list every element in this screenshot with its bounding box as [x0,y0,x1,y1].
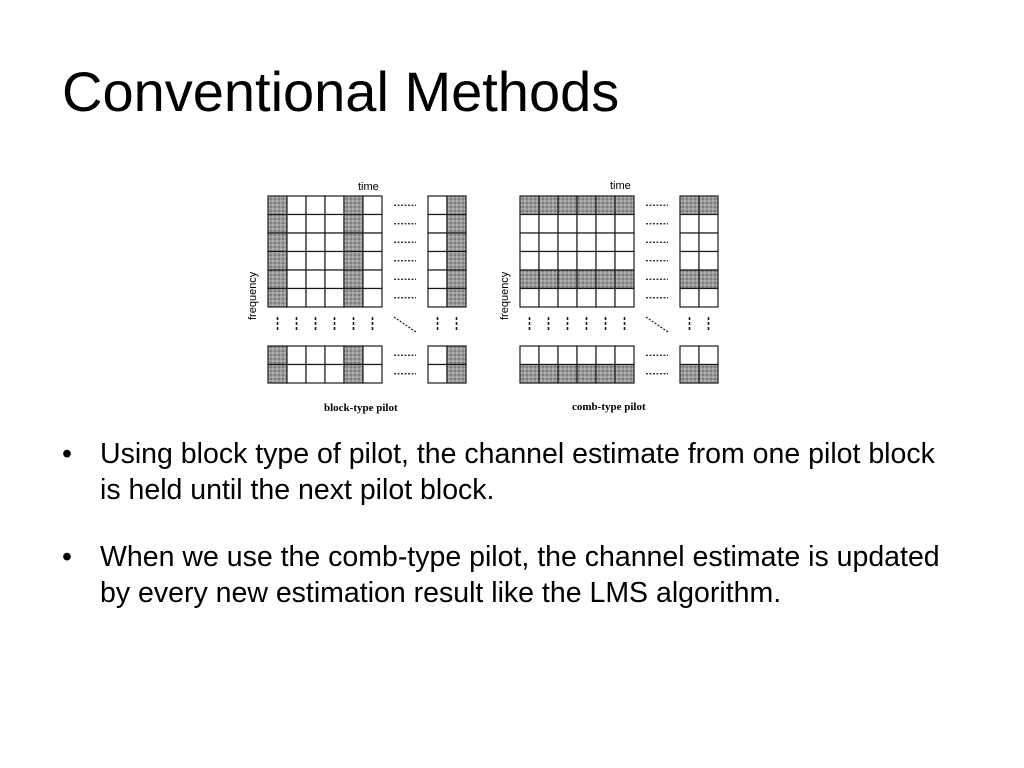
grid-cell [539,365,558,384]
right-bottom-grid [520,346,634,383]
grid-cell [520,289,539,308]
pilot-diagram-figure [240,170,730,420]
grid-cell [539,270,558,289]
grid-cell [539,289,558,308]
grid-cell [558,196,577,215]
grid-cell [344,252,363,271]
left-side-grid [428,196,466,307]
grid-cell [268,289,287,308]
grid-cell [428,196,447,215]
right-side-grid [680,196,718,307]
grid-cell [577,196,596,215]
grid-cell [344,346,363,365]
bullet-item [62,539,962,611]
bullet-marker: • [62,438,72,470]
grid-cell [344,289,363,308]
left-caption: block-type pilot [324,402,398,414]
grid-cell [699,346,718,365]
grid-cell [428,233,447,252]
grid-cell [558,289,577,308]
grid-cell [344,365,363,384]
grid-cell [577,365,596,384]
grid-cell [596,252,615,271]
comb-type-diagram [499,180,718,413]
grid-cell [520,346,539,365]
grid-cell [680,233,699,252]
left-frequency-label: frequency [247,271,259,320]
grid-cell [344,270,363,289]
grid-cell [306,270,325,289]
grid-cell [558,346,577,365]
grid-cell [680,289,699,308]
grid-cell [539,252,558,271]
grid-cell [558,270,577,289]
right-bottom-side-grid [680,346,718,383]
grid-cell [363,289,382,308]
grid-cell [287,233,306,252]
grid-cell [539,196,558,215]
grid-cell [577,270,596,289]
grid-cell [615,365,634,384]
grid-cell [287,365,306,384]
grid-cell [699,270,718,289]
grid-cell [325,289,344,308]
diagonal-continuation-mark [646,317,668,332]
grid-cell [344,196,363,215]
grid-cell [520,365,539,384]
grid-cell [428,215,447,234]
grid-cell [344,215,363,234]
bullet-list [62,436,962,642]
grid-cell [428,346,447,365]
block-type-diagram [247,181,466,414]
grid-cell [428,365,447,384]
grid-cell [325,196,344,215]
grid-cell [268,252,287,271]
grid-cell [268,365,287,384]
grid-cell [699,252,718,271]
grid-cell [268,233,287,252]
grid-cell [268,346,287,365]
bullet-text: Using block type of pilot, the channel estimate from one pilot block is held until the next pilot block. [100,438,935,506]
grid-cell [615,215,634,234]
grid-cell [699,196,718,215]
grid-cell [558,215,577,234]
right-caption: comb-type pilot [572,401,646,413]
grid-cell [577,252,596,271]
grid-cell [596,196,615,215]
grid-cell [306,196,325,215]
grid-cell [680,215,699,234]
grid-cell [287,346,306,365]
grid-cell [520,233,539,252]
bullet-item [62,436,962,508]
grid-cell [325,270,344,289]
grid-cell [520,270,539,289]
grid-cell [577,346,596,365]
grid-cell [680,365,699,384]
grid-cell [363,196,382,215]
grid-cell [447,270,466,289]
grid-cell [325,365,344,384]
grid-cell [596,365,615,384]
grid-cell [306,346,325,365]
grid-cell [363,346,382,365]
grid-cell [363,270,382,289]
right-frequency-label: frequency [499,271,511,320]
grid-cell [615,270,634,289]
grid-cell [615,252,634,271]
grid-cell [428,289,447,308]
grid-cell [306,233,325,252]
grid-cell [558,252,577,271]
grid-cell [287,215,306,234]
grid-cell [615,233,634,252]
grid-cell [596,289,615,308]
right-main-grid [520,196,634,307]
left-bottom-side-grid [428,346,466,383]
grid-cell [520,215,539,234]
grid-cell [558,365,577,384]
grid-cell [428,270,447,289]
grid-cell [615,346,634,365]
grid-cell [363,233,382,252]
grid-cell [596,346,615,365]
grid-cell [699,233,718,252]
grid-cell [325,215,344,234]
bullet-text: When we use the comb-type pilot, the channel estimate is updated by every new estimation result like the LMS algorithm. [100,541,940,609]
grid-cell [447,215,466,234]
grid-cell [363,215,382,234]
grid-cell [615,196,634,215]
grid-cell [699,215,718,234]
grid-cell [699,289,718,308]
grid-cell [447,252,466,271]
grid-cell [287,252,306,271]
diagonal-continuation-mark [394,317,416,332]
grid-cell [680,252,699,271]
grid-cell [325,252,344,271]
grid-cell [680,346,699,365]
grid-cell [447,196,466,215]
grid-cell [539,233,558,252]
grid-cell [699,365,718,384]
grid-cell [287,270,306,289]
grid-cell [447,289,466,308]
grid-cell [558,233,577,252]
grid-cell [577,233,596,252]
grid-cell [306,289,325,308]
grid-cell [447,233,466,252]
grid-cell [325,233,344,252]
grid-cell [287,196,306,215]
grid-cell [306,252,325,271]
grid-cell [447,365,466,384]
grid-cell [344,233,363,252]
grid-cell [596,270,615,289]
pilot-diagram-svg [240,170,730,420]
grid-cell [577,289,596,308]
left-main-grid [268,196,382,307]
grid-cell [268,270,287,289]
grid-cell [680,196,699,215]
left-time-label: time [358,181,379,193]
grid-cell [596,215,615,234]
grid-cell [268,196,287,215]
grid-cell [520,252,539,271]
grid-cell [539,215,558,234]
grid-cell [363,365,382,384]
grid-cell [268,215,287,234]
grid-cell [363,252,382,271]
grid-cell [539,346,558,365]
grid-cell [577,215,596,234]
grid-cell [325,346,344,365]
grid-cell [680,270,699,289]
grid-cell [428,252,447,271]
grid-cell [447,346,466,365]
grid-cell [520,196,539,215]
grid-cell [615,289,634,308]
right-time-label: time [610,180,631,192]
grid-cell [306,365,325,384]
grid-cell [306,215,325,234]
left-bottom-grid [268,346,382,383]
grid-cell [596,233,615,252]
slide-title: Conventional Methods [62,60,620,123]
bullet-marker: • [62,541,72,573]
grid-cell [287,289,306,308]
